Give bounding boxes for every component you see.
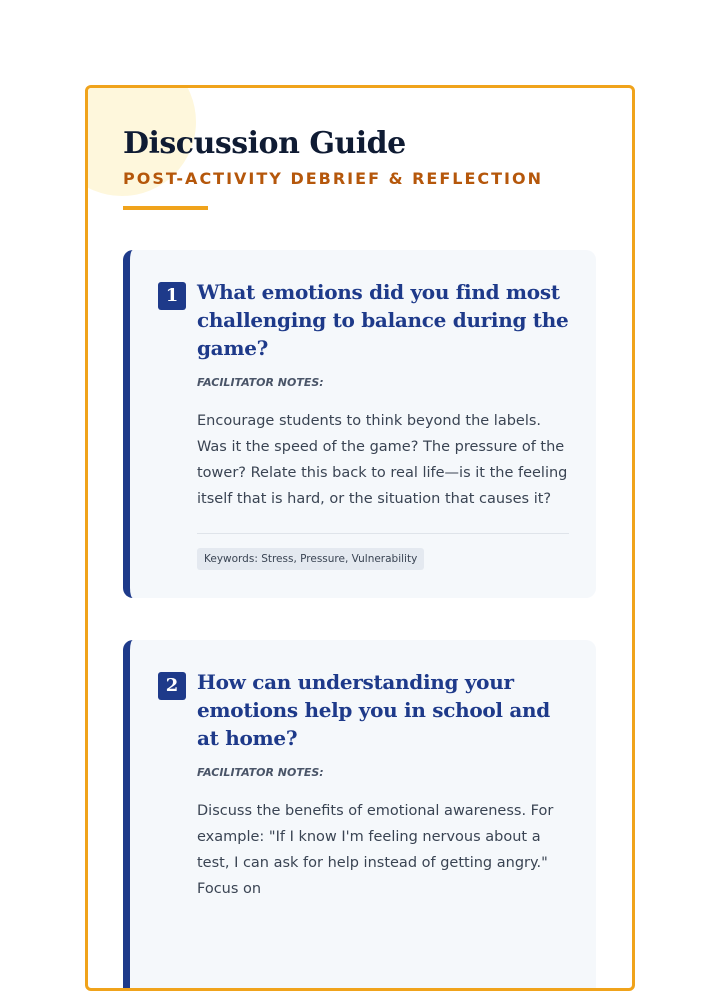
question-number-badge: 1 [158,282,186,310]
facilitator-notes-label: FACILITATOR NOTES: [197,766,324,779]
page-header [123,124,603,210]
keywords-tag: Keywords: Stress, Pressure, Vulnerability [197,548,424,570]
facilitator-notes-text: Discuss the benefits of emotional awareness. For example: "If I know I'm feeling nervous about a test, I can ask for help instead of getting angry." Focus on [197,803,554,897]
page-subtitle: POST-ACTIVITY DEBRIEF & REFLECTION [123,169,543,188]
facilitator-notes-label: FACILITATOR NOTES: [197,376,324,389]
page-title: Discussion Guide [123,126,406,161]
question-text: How can understanding your emotions help you in school and at home? [197,670,550,750]
question-card [123,250,596,598]
question-card [123,640,596,991]
question-number-badge: 2 [158,672,186,700]
facilitator-notes-text: Encourage students to think beyond the labels. Was it the speed of the game? The pressure of the tower? Relate this back to real life—is it the feeling itself that is hard, or the situation that causes it? [197,413,568,507]
title-underline [123,206,208,210]
discussion-guide-frame [85,85,635,991]
question-text: What emotions did you find most challenging to balance during the game? [197,280,569,360]
card-divider [197,533,569,534]
